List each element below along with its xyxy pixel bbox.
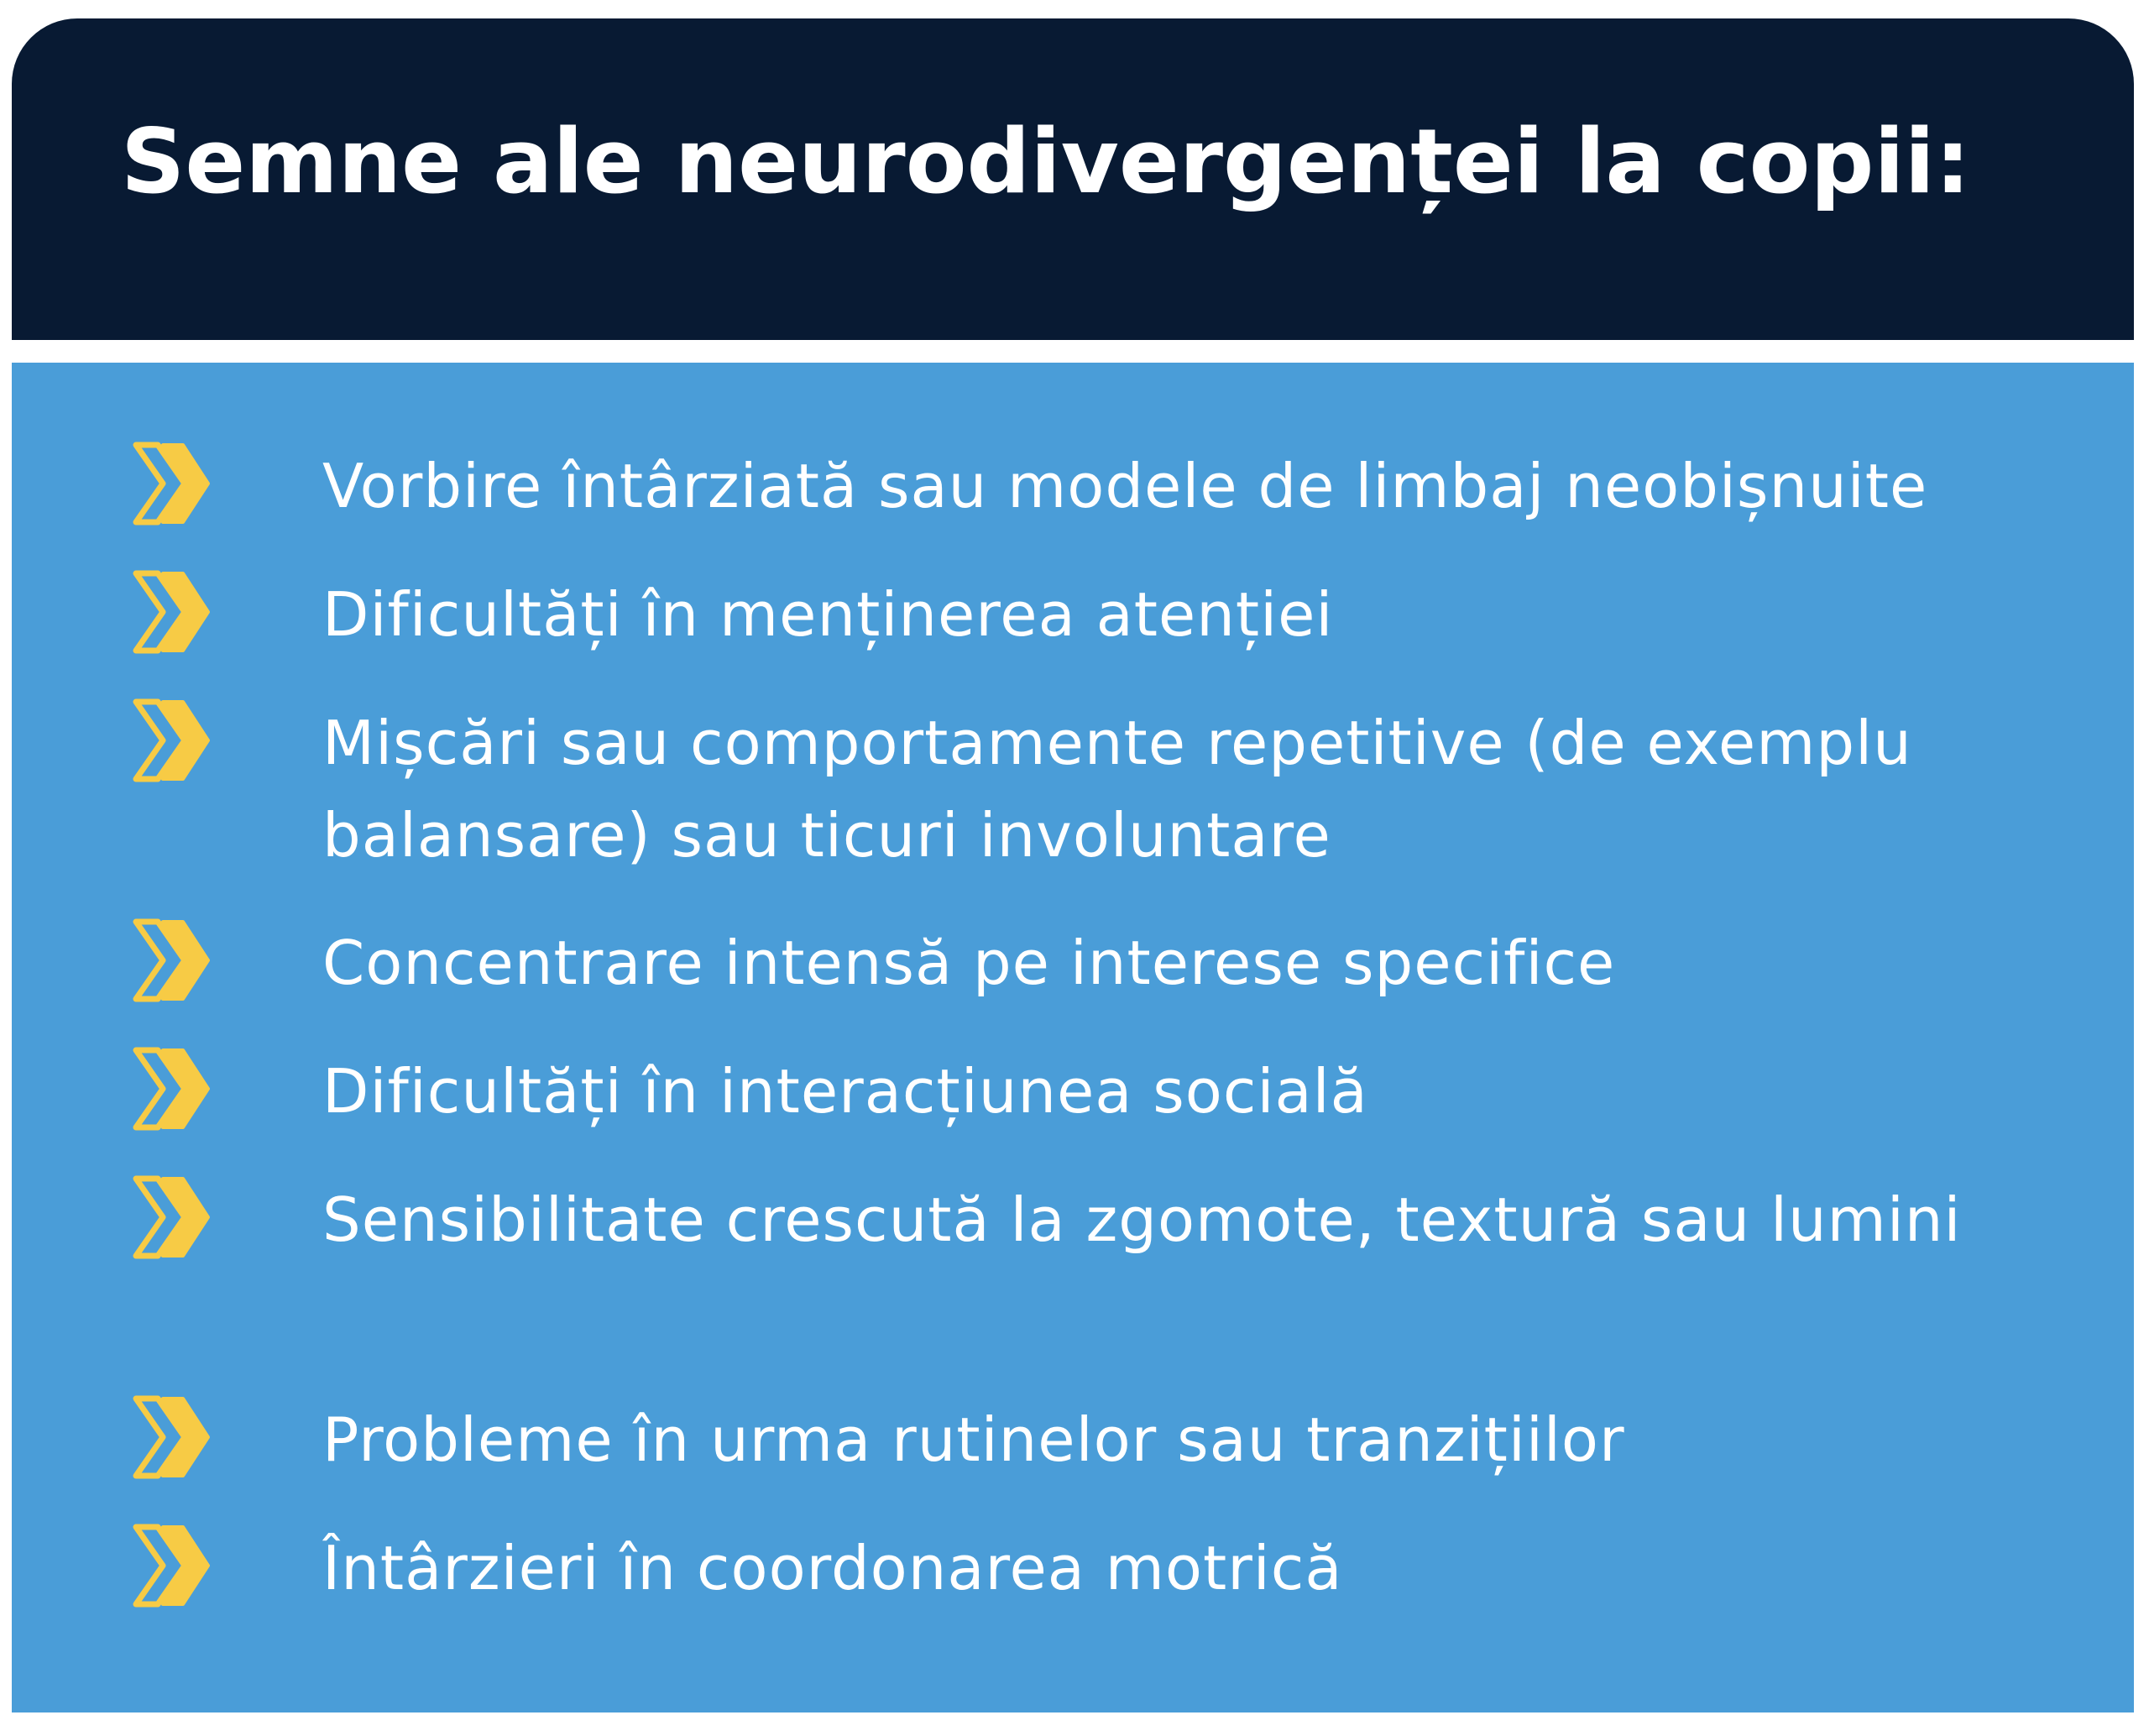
list-item-text: Mișcări sau comportamente repetitive (de exemplu balansare) sau ticuri involuntare <box>322 708 1912 871</box>
list-item-text: Vorbire întârziată sau modele de limbaj neobișnuite <box>322 451 1928 521</box>
double-chevron-right-icon <box>118 1045 212 1132</box>
header-banner <box>12 18 2134 340</box>
list-item-text: Concentrare intensă pe interese specifice <box>322 928 1616 998</box>
list-item-text: Sensibilitate crescută la zgomote, textură sau lumini <box>322 1184 1962 1255</box>
double-chevron-right-icon <box>118 1522 212 1609</box>
double-chevron-right-icon <box>118 1174 212 1261</box>
signs-list-panel <box>12 363 2134 1712</box>
double-chevron-right-icon <box>118 440 212 527</box>
double-chevron-right-icon <box>118 697 212 784</box>
double-chevron-right-icon <box>118 1394 212 1481</box>
page-title: Semne ale neurodivergenței la copii: <box>121 110 1971 213</box>
list-item-text: Întârzieri în coordonarea motrică <box>322 1533 1343 1603</box>
list-item-text: Probleme în urma rutinelor sau tranzițiilor <box>322 1404 1625 1475</box>
double-chevron-right-icon <box>118 917 212 1004</box>
list-item-text: Dificultăți în menținerea atenției <box>322 579 1334 650</box>
double-chevron-right-icon <box>118 568 212 656</box>
list-item-text: Dificultăți în interacțiunea socială <box>322 1056 1368 1127</box>
